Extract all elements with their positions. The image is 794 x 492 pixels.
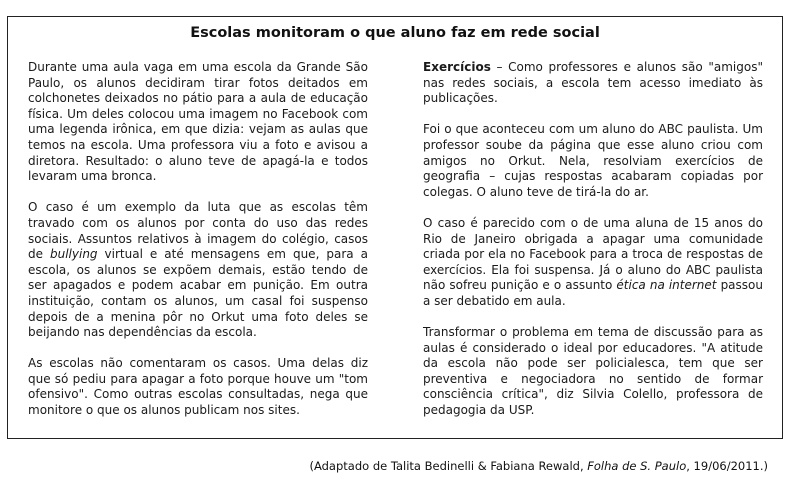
right-paragraph-3-italic: ética na internet xyxy=(616,278,717,293)
source-credit xyxy=(309,459,768,473)
right-paragraph-1-heading: Exercícios xyxy=(423,60,491,74)
left-paragraph-2-italic: bullying xyxy=(50,247,98,262)
left-paragraph-2 xyxy=(28,200,368,340)
left-column xyxy=(28,60,368,434)
right-paragraph-4: Transformar o problema em tema de discussão para as aulas é considerado o ideal por educadores. "A atitude da escola não pode ser policialesca, tem que ser preventiva e negociadora no sentido de formar consciência crítica", diz Silvia Colello, professora de pedagogia da USP. xyxy=(423,325,763,418)
article-title: Escolas monitoram o que aluno faz em rede social xyxy=(190,25,600,41)
article-box xyxy=(7,16,783,439)
left-paragraph-3: As escolas não comentaram os casos. Uma delas diz que só pediu para apagar a foto porque houve um "tom ofensivo". Como outras escolas consultadas, nega que monitore o que os alunos publicam nos sites. xyxy=(28,356,368,418)
right-paragraph-3-text-a: O caso é parecido com o de uma aluna de 15 anos do Rio de Janeiro obrigada a apagar uma comunidade criada por ela no Facebook para a troca de respostas de exercícios. Ela foi suspensa. Já o aluno do ABC paulista não sofreu punição e o assunto xyxy=(423,215,763,293)
right-paragraph-1 xyxy=(423,60,763,107)
left-paragraph-1: Durante uma aula vaga em uma escola da Grande São Paulo, os alunos decidiram tirar fotos deitados em colchonetes deixados no pátio para a aula de educação física. Um deles colocou uma imagem no Facebook com uma legenda irônica, em que dizia: vejam as aulas que temos na escola. Uma professora viu a foto e avisou a diretora. Resultado: o aluno teve de apagá-la e todos levaram uma bronca. xyxy=(28,60,368,184)
right-paragraph-3 xyxy=(423,216,763,310)
right-paragraph-2: Foi o que aconteceu com um aluno do ABC paulista. Um professor soube da página que esse aluno criou com amigos no Orkut. Nela, resolviam exercícios de geografia – cujas respostas acabaram copiadas por colegas. O aluno teve de tirá-la do ar. xyxy=(423,122,763,199)
credit-publication: Folha de S. Paulo xyxy=(587,459,687,473)
right-paragraph-1-text: – Como professores e alunos são "amigos" nas redes sociais, a escola tem acesso imediato às publicações. xyxy=(423,60,763,106)
credit-text-a: (Adaptado de Talita Bedinelli & Fabiana Rewald, xyxy=(309,459,588,473)
credit-text-b: , 19/06/2011.) xyxy=(686,459,768,473)
left-paragraph-2-text-b: virtual e até mensagens em que, para a escola, os alunos se expõem demais, estão tendo de ser apagados e podem acabar em punição. Em outra instituição, contam os alunos, um casal foi suspenso depois de a menina pôr no Orkut uma foto deles se beijando nas dependências da escola. xyxy=(28,247,368,340)
right-column xyxy=(423,60,763,434)
left-paragraph-2-text-a: O caso é um exemplo da luta que as escolas têm travado com os alunos por conta do uso das redes sociais. Assuntos relativos à imagem do colégio, casos de xyxy=(28,200,368,262)
right-paragraph-3-text-b: passou a ser debatido em aula. xyxy=(423,278,763,308)
